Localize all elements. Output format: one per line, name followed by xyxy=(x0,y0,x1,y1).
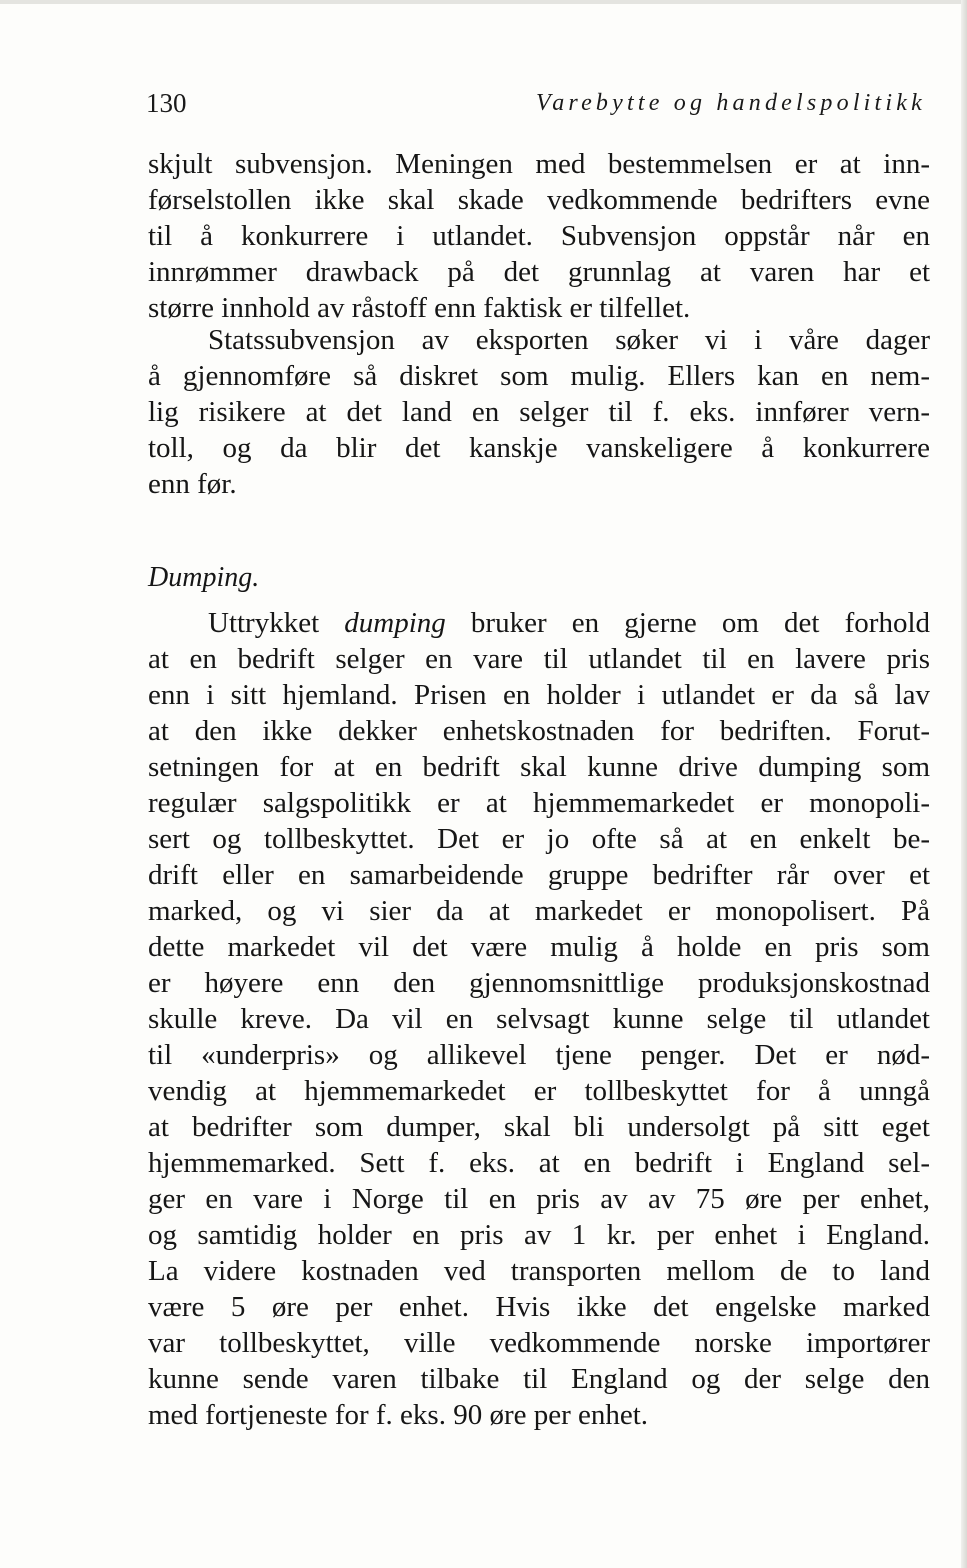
text-line: at den ikke dekker enhetskostnaden for bedriften. Forut- xyxy=(148,715,930,747)
text-line: La videre kostnaden ved transporten mellom de to land xyxy=(148,1255,930,1287)
paragraph-dumping xyxy=(148,605,930,1433)
paragraph-subvensjon xyxy=(148,146,930,326)
text-line: å gjennomføre så diskret som mulig. Ellers kan en nem- xyxy=(148,360,930,392)
text-line: dette markedet vil det være mulig å holde en pris som xyxy=(148,931,930,963)
text-line: er høyere enn den gjennomsnittlige produksjonskostnad xyxy=(148,967,930,999)
text-line: toll, og da blir det kanskje vanskeligere å konkurrere xyxy=(148,432,930,464)
text-line: med fortjeneste for f. eks. 90 øre per enhet. xyxy=(148,1399,649,1431)
text-line: skjult subvensjon. Meningen med bestemmelsen er at inn- xyxy=(148,148,930,180)
text-line: til å konkurrere i utlandet. Subvensjon oppstår når en xyxy=(148,220,930,252)
page-header xyxy=(146,88,926,128)
text-line: førselstollen ikke skal skade vedkommende bedrifters evne xyxy=(148,184,930,216)
text-line-first xyxy=(148,605,930,641)
text-line: til «underpris» og allikevel tjene penger. Det er nød- xyxy=(148,1039,930,1071)
page-number: 130 xyxy=(146,88,187,118)
text-line: marked, og vi sier da at markedet er monopolisert. På xyxy=(148,895,930,927)
text-line: sert og tollbeskyttet. Det er jo ofte så at en enkelt be- xyxy=(148,823,930,855)
line-start: Uttrykket xyxy=(208,607,345,639)
text-line: enn før. xyxy=(148,468,237,500)
text-line: at bedrifter som dumper, skal bli undersolgt på sitt eget xyxy=(148,1111,930,1143)
text-line: setningen for at en bedrift skal kunne drive dumping som xyxy=(148,751,930,783)
text-line: var tollbeskyttet, ville vedkommende norske importører xyxy=(148,1327,930,1359)
text-line: hjemmemarked. Sett f. eks. at en bedrift i England sel- xyxy=(148,1147,930,1179)
text-line: ger en vare i Norge til en pris av av 75 øre per enhet, xyxy=(148,1183,930,1215)
text-line: og samtidig holder en pris av 1 kr. per enhet i England. xyxy=(148,1219,930,1251)
text-line: innrømmer drawback på det grunnlag at varen har et xyxy=(148,256,930,288)
text-line: at en bedrift selger en vare til utlandet til en lavere pris xyxy=(148,643,930,675)
text-line: kunne sende varen tilbake til England og der selge den xyxy=(148,1363,930,1395)
emphasized-term: dumping xyxy=(344,607,446,639)
text-line: skulle kreve. Da vil en selvsagt kunne selge til utlandet xyxy=(148,1003,930,1035)
text-line: regulær salgspolitikk er at hjemmemarkedet er monopoli- xyxy=(148,787,930,819)
text-line: lig risikere at det land en selger til f. eks. innfører vern- xyxy=(148,396,930,428)
paragraph-statssubvensjon xyxy=(148,322,930,502)
text-line: være 5 øre per enhet. Hvis ikke det engelske marked xyxy=(148,1291,930,1323)
scan-edge-right xyxy=(961,0,967,1568)
line-end: bruker en gjerne om det forhold xyxy=(445,607,930,639)
text-line: vendig at hjemmemarkedet er tollbeskyttet for å unngå xyxy=(148,1075,930,1107)
text-line: enn i sitt hjemland. Prisen en holder i utlandet er da så lav xyxy=(148,679,930,711)
section-heading: Dumping. xyxy=(148,562,260,593)
scan-edge-top xyxy=(0,0,967,4)
text-line: drift eller en samarbeidende gruppe bedrifter rår over et xyxy=(148,859,930,891)
text-line: Statssubvensjon av eksporten søker vi i våre dager xyxy=(208,324,930,356)
text-line: større innhold av råstoff enn faktisk er tilfellet. xyxy=(148,292,691,324)
running-title: Varebytte og handelspolitikk xyxy=(536,90,926,116)
